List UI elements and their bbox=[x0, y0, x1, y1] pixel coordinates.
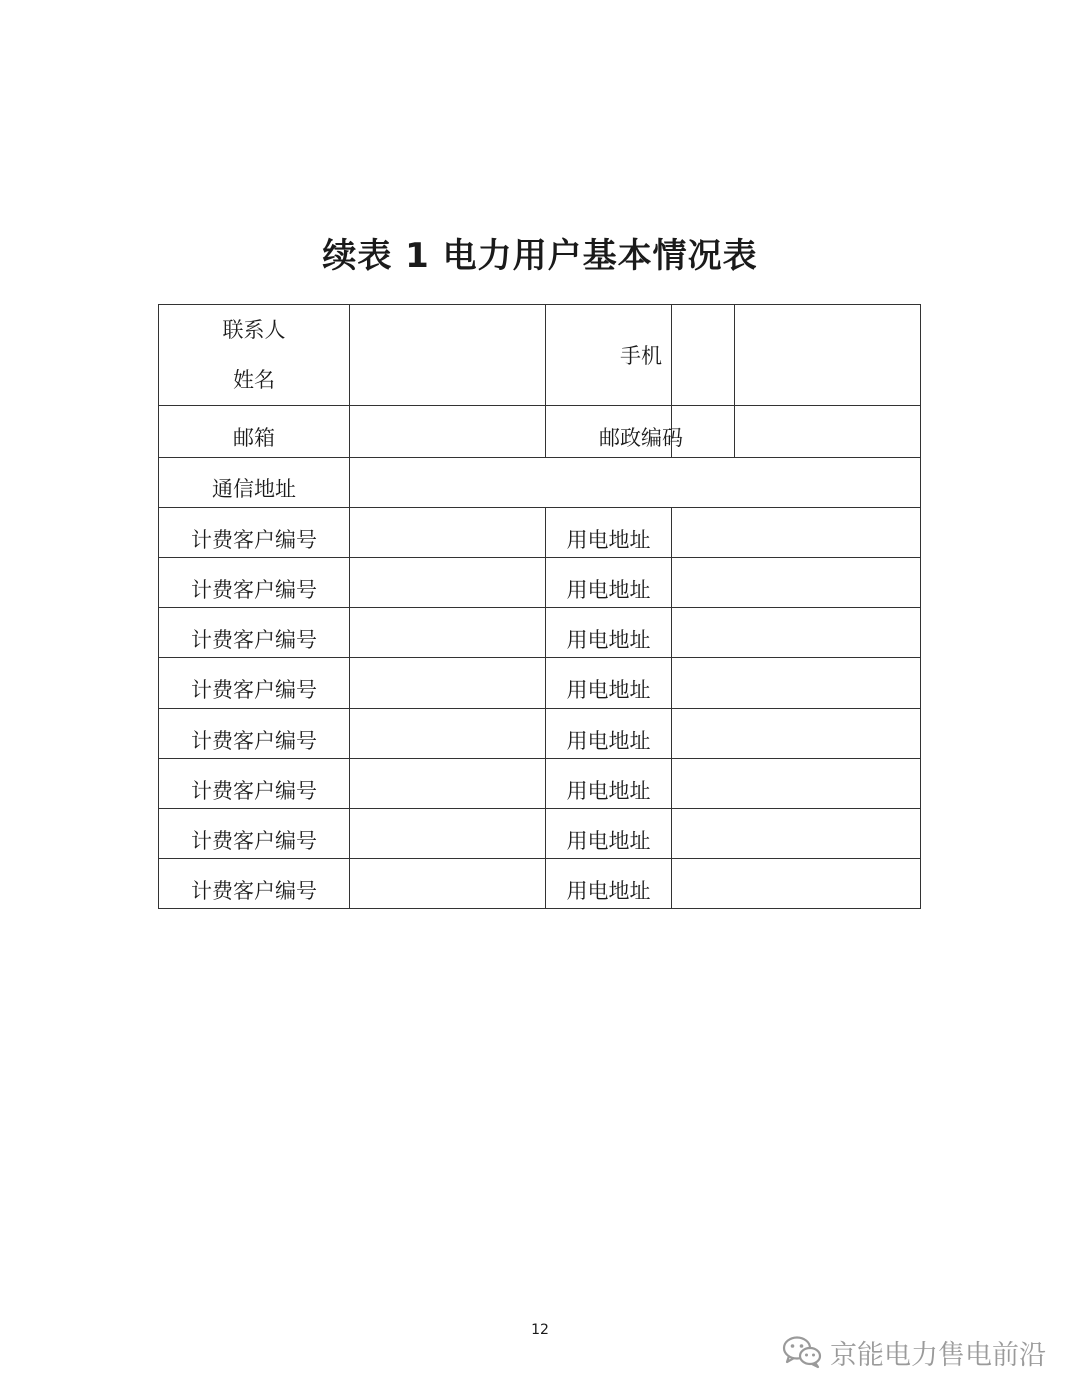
watermark bbox=[782, 1334, 1046, 1370]
site-address-label: 用电地址 bbox=[546, 859, 672, 909]
account-number-field[interactable] bbox=[350, 508, 546, 558]
site-address-field[interactable] bbox=[672, 558, 921, 608]
address-label: 通信地址 bbox=[159, 458, 350, 508]
account-number-label: 计费客户编号 bbox=[159, 809, 350, 859]
email-field[interactable] bbox=[350, 406, 546, 458]
account-number-field[interactable] bbox=[350, 558, 546, 608]
account-number-label: 计费客户编号 bbox=[159, 709, 350, 759]
table-row-address bbox=[159, 458, 921, 508]
table-row bbox=[159, 558, 921, 608]
site-address-label: 用电地址 bbox=[546, 608, 672, 658]
account-number-label: 计费客户编号 bbox=[159, 608, 350, 658]
postcode-label: 邮政编码 bbox=[546, 406, 672, 458]
site-address-label: 用电地址 bbox=[546, 759, 672, 809]
page-title: 续表 1 电力用户基本情况表 bbox=[322, 236, 758, 276]
account-number-label: 计费客户编号 bbox=[159, 558, 350, 608]
user-info-table bbox=[158, 304, 921, 909]
watermark-text: 京能电力售电前沿 bbox=[830, 1339, 1046, 1371]
site-address-label: 用电地址 bbox=[546, 809, 672, 859]
site-address-field[interactable] bbox=[672, 809, 921, 859]
table-row bbox=[159, 508, 921, 558]
account-number-field[interactable] bbox=[350, 608, 546, 658]
account-number-label: 计费客户编号 bbox=[159, 658, 350, 709]
account-number-field[interactable] bbox=[350, 658, 546, 709]
address-field[interactable] bbox=[350, 458, 921, 508]
table-row bbox=[159, 809, 921, 859]
site-address-label: 用电地址 bbox=[546, 558, 672, 608]
mobile-label: 手机 bbox=[546, 305, 672, 406]
site-address-field[interactable] bbox=[672, 658, 921, 709]
table-row bbox=[159, 859, 921, 909]
wechat-icon bbox=[782, 1335, 822, 1369]
site-address-field[interactable] bbox=[672, 608, 921, 658]
account-number-field[interactable] bbox=[350, 709, 546, 759]
account-number-field[interactable] bbox=[350, 809, 546, 859]
table-row bbox=[159, 658, 921, 709]
site-address-field[interactable] bbox=[672, 859, 921, 909]
table-row-contact bbox=[159, 305, 921, 406]
contact-name-label-line1: 联系人 bbox=[222, 318, 286, 342]
site-address-label: 用电地址 bbox=[546, 508, 672, 558]
site-address-field[interactable] bbox=[672, 508, 921, 558]
account-number-label: 计费客户编号 bbox=[159, 759, 350, 809]
account-number-label: 计费客户编号 bbox=[159, 859, 350, 909]
contact-name-label bbox=[159, 305, 350, 406]
page-number: 12 bbox=[531, 1322, 549, 1338]
account-number-field[interactable] bbox=[350, 759, 546, 809]
site-address-label: 用电地址 bbox=[546, 658, 672, 709]
table-row-email bbox=[159, 406, 921, 458]
contact-name-field[interactable] bbox=[350, 305, 546, 406]
table-row bbox=[159, 759, 921, 809]
account-number-field[interactable] bbox=[350, 859, 546, 909]
table-row bbox=[159, 709, 921, 759]
account-number-label: 计费客户编号 bbox=[159, 508, 350, 558]
postcode-field[interactable] bbox=[672, 406, 921, 458]
site-address-field[interactable] bbox=[672, 759, 921, 809]
email-label: 邮箱 bbox=[159, 406, 350, 458]
table-row bbox=[159, 608, 921, 658]
site-address-label: 用电地址 bbox=[546, 709, 672, 759]
mobile-field[interactable] bbox=[672, 305, 921, 406]
site-address-field[interactable] bbox=[672, 709, 921, 759]
contact-name-label-line2: 姓名 bbox=[233, 368, 275, 392]
